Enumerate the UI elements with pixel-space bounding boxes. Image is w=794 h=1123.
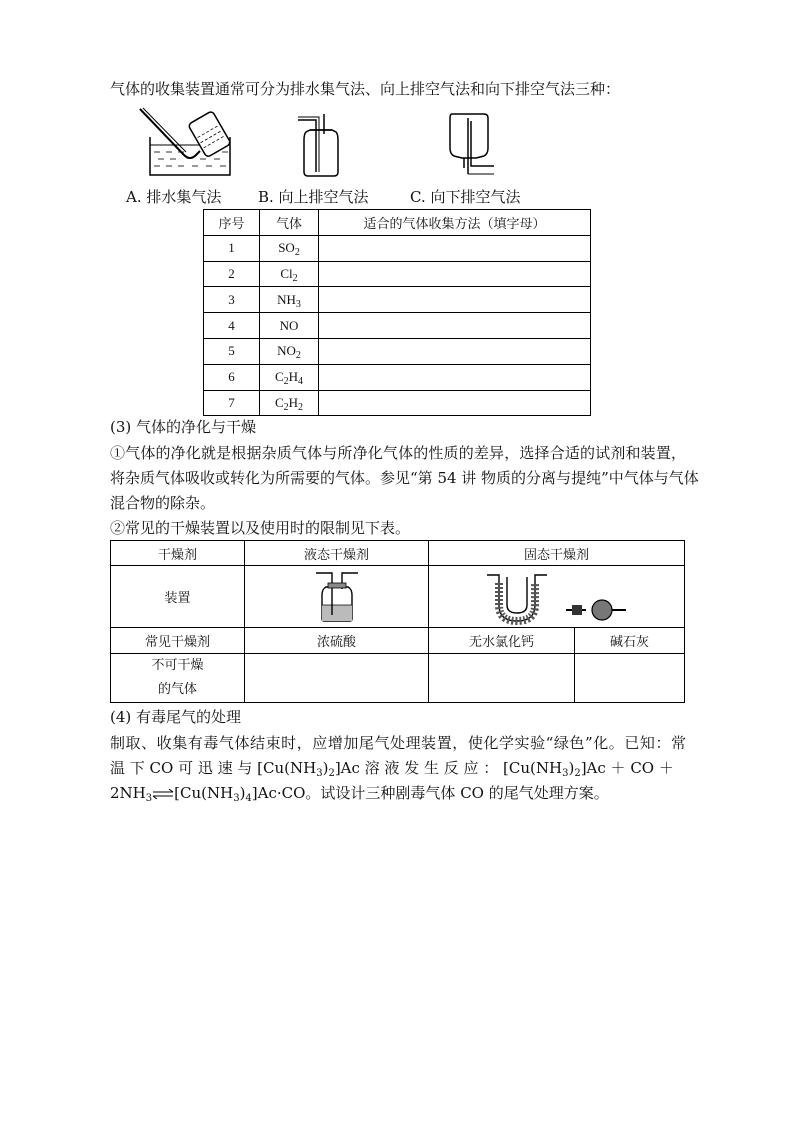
row-label-cannot-dry: 不可干燥 的气体 (111, 654, 245, 703)
drying-tube-icon (564, 595, 628, 625)
table-row (204, 235, 591, 261)
figure-a-label: A. 排水集气法 (126, 188, 222, 206)
gas-formula: $NO_2$ (260, 338, 319, 364)
table-row (111, 654, 685, 703)
answer-cell[interactable] (575, 654, 685, 703)
row-label-device: 装置 (111, 566, 245, 628)
row-number: 4 (204, 313, 260, 339)
answer-cell[interactable] (319, 287, 591, 313)
downward-air-displacement-figure (446, 112, 496, 178)
drying-agent-table (110, 540, 685, 703)
answer-cell[interactable] (319, 261, 591, 287)
section3-p1-line2: 将杂质气体吸收或转化为所需要的气体。参见“第 54 讲 物质的分离与提纯”中气体与气体 (110, 469, 699, 487)
row-label-common-agent: 常见干燥剂 (111, 628, 245, 654)
solid-agent-2-name: 碱石灰 (575, 628, 685, 654)
answer-cell[interactable] (245, 654, 429, 703)
section3-p1-line1: ①气体的净化就是根据杂质气体与所净化气体的性质的差异，选择合适的试剂和装置， (110, 444, 686, 462)
answer-cell[interactable] (319, 235, 591, 261)
section3-heading: (3) 气体的净化与干燥 (110, 418, 257, 436)
table-row (204, 338, 591, 364)
row-number: 5 (204, 338, 260, 364)
table-header-row (204, 210, 591, 236)
upward-air-displacement-figure (296, 112, 344, 178)
answer-cell[interactable] (429, 654, 575, 703)
row-number: 1 (204, 235, 260, 261)
row-number: 2 (204, 261, 260, 287)
header-liquid-agent: 液态干燥剂 (245, 541, 429, 566)
section4-line2: 温 下 CO 可 迅 速 与 $[Cu(NH_3)_2]Ac$ 溶 液 发 生 反 应 ： $[Cu(NH_3)_2]Ac$ ＋ CO ＋ (110, 759, 674, 779)
header-number: 序号 (204, 210, 260, 236)
gas-washing-bottle-cell (245, 566, 429, 628)
table-row (204, 313, 591, 339)
section4-line1: 制取、收集有毒气体结束时，应增加尾气处理装置，使化学实验“绿色”化。已知：常 (110, 734, 686, 752)
section4-heading: (4) 有毒尾气的处理 (110, 708, 242, 726)
row-number: 7 (204, 390, 260, 416)
answer-cell[interactable] (319, 338, 591, 364)
section4-line3: $2NH_3$ $[Cu(NH_3)_4]Ac\cdot CO$。试设计三种剧毒气体 CO 的尾气处理方案。 (110, 784, 609, 804)
gas-formula: $NH_3$ (260, 287, 319, 313)
table-row (204, 364, 591, 390)
header-method: 适合的气体收集方法（填字母） (319, 210, 591, 236)
header-drying-agent: 干燥剂 (111, 541, 245, 566)
gas-formula: NO (260, 313, 319, 339)
table-row (204, 390, 591, 416)
liquid-agent-name: 浓硫酸 (245, 628, 429, 654)
gas-formula: $Cl_2$ (260, 261, 319, 287)
table-row (204, 261, 591, 287)
figure-c-label: C. 向下排空气法 (410, 188, 521, 206)
u-tube-icon (485, 569, 549, 625)
header-solid-agent: 固态干燥剂 (429, 541, 685, 566)
gas-formula: $SO_2$ (260, 235, 319, 261)
row-number: 3 (204, 287, 260, 313)
solid-drying-devices-cell (429, 566, 685, 628)
reversible-arrow-icon (152, 789, 174, 799)
section3-p1-line3: 混合物的除杂。 (110, 494, 216, 512)
table-row (111, 566, 685, 628)
answer-cell[interactable] (319, 364, 591, 390)
table-row (111, 541, 685, 566)
gas-washing-bottle-icon (312, 567, 362, 623)
gas-collection-table (203, 209, 591, 416)
intro-text: 气体的收集装置通常可分为排水集气法、向上排空气法和向下排空气法三种： (110, 80, 621, 98)
answer-cell[interactable] (319, 390, 591, 416)
row-number: 6 (204, 364, 260, 390)
solid-agent-1-name: 无水氯化钙 (429, 628, 575, 654)
table-row (111, 628, 685, 654)
table-row (204, 287, 591, 313)
header-gas: 气体 (260, 210, 319, 236)
section3-p2: ②常见的干燥装置以及使用时的限制见下表。 (110, 519, 411, 537)
figure-b-label: B. 向上排空气法 (258, 188, 369, 206)
gas-formula: $C_2H_4$ (260, 364, 319, 390)
gas-formula: $C_2H_2$ (260, 390, 319, 416)
water-displacement-figure (138, 107, 238, 179)
answer-cell[interactable] (319, 313, 591, 339)
